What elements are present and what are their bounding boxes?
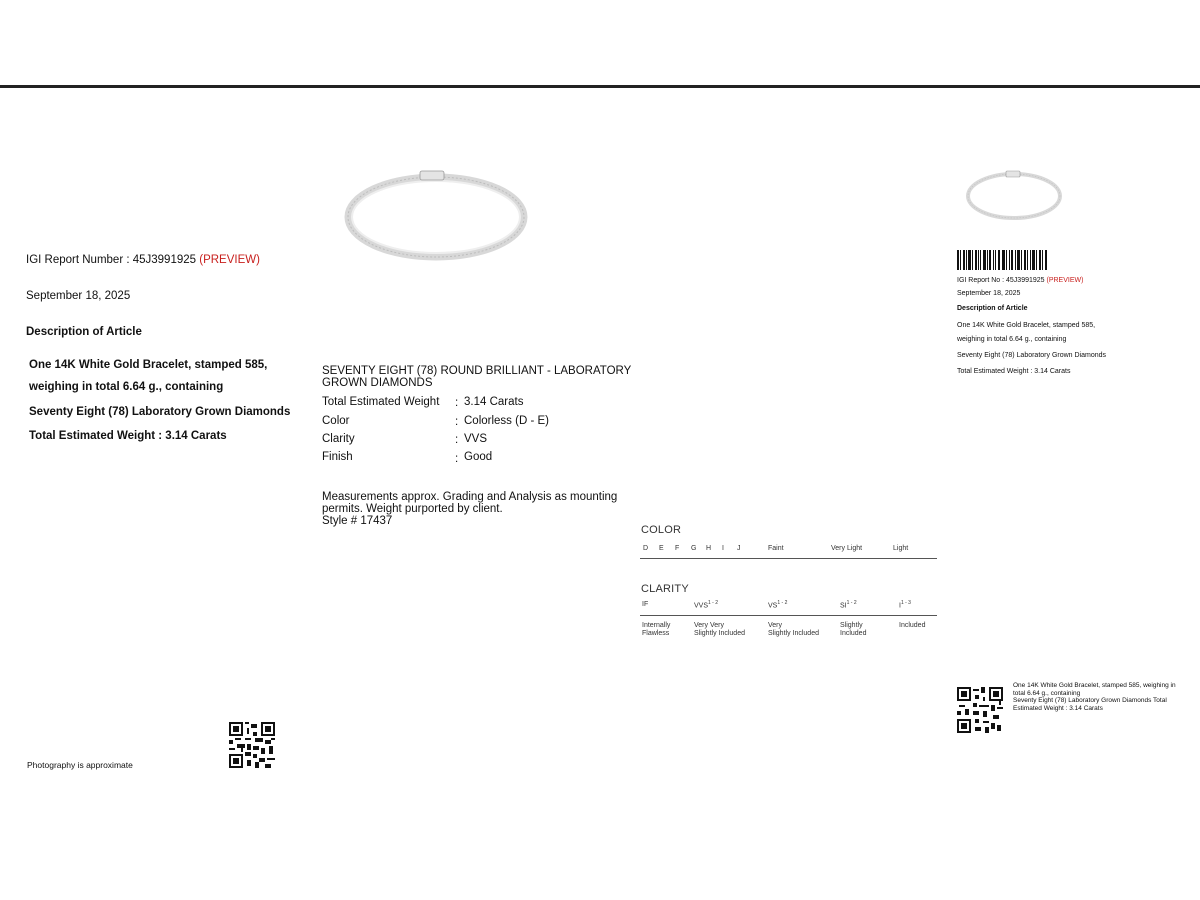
right-description-line: Seventy Eight (78) Laboratory Grown Diamonds	[957, 352, 1107, 359]
bracelet-photo	[338, 162, 538, 272]
color-letter: J	[737, 545, 741, 552]
clarity-grade-sup: 1 - 2	[846, 600, 857, 606]
right-description-line: One 14K White Gold Bracelet, stamped 585,	[957, 322, 1096, 329]
right-preview-label: (PREVIEW)	[1046, 277, 1084, 284]
clarity-grade-sup: 1 - 2	[777, 600, 788, 606]
diamond-title-line: SEVENTY EIGHT (78) ROUND BRILLIANT - LABORATORY	[322, 365, 632, 377]
row-label: Clarity	[322, 433, 355, 445]
clarity-desc-line: Included	[899, 622, 926, 629]
style-number: Style # 17437	[322, 515, 393, 527]
note-line: Measurements approx. Grading and Analysis as mounting	[322, 491, 618, 503]
clarity-grade-label: VVS	[694, 602, 709, 610]
right-description-heading: Description of Article	[957, 305, 1028, 312]
clarity-desc-line: Slightly Included	[768, 630, 819, 637]
row-colon: :	[455, 397, 459, 409]
qr-code-icon	[229, 722, 275, 768]
clarity-desc	[642, 622, 670, 638]
diamond-title-line: GROWN DIAMONDS	[322, 377, 433, 389]
clarity-desc	[694, 622, 745, 638]
color-letter: E	[659, 545, 664, 552]
clarity-desc-line: Very Very	[694, 622, 724, 629]
row-colon: :	[455, 416, 459, 428]
photo-note: Photography is approximate	[27, 760, 133, 770]
top-rule	[0, 85, 1200, 88]
clarity-scale-heading: CLARITY	[641, 583, 689, 595]
clarity-grade	[840, 600, 857, 609]
color-group: Light	[893, 545, 909, 552]
right-report-date: September 18, 2025	[957, 290, 1021, 297]
row-value: Colorless (D - E)	[464, 415, 549, 427]
qr-code	[229, 722, 275, 768]
bracelet-thumbnail	[962, 166, 1066, 226]
description-line: One 14K White Gold Bracelet, stamped 585,	[29, 359, 268, 371]
clarity-grade	[694, 600, 718, 609]
right-report-number-text: IGI Report No : 45J3991925	[957, 277, 1047, 284]
barcode-icon	[957, 250, 1049, 270]
right-description-line: weighing in total 6.64 g., containing	[957, 336, 1067, 343]
measurement-note	[322, 491, 617, 527]
clarity-desc-line: Slightly	[840, 622, 863, 629]
row-value: Good	[464, 451, 493, 463]
clarity-desc-line: Flawless	[642, 630, 670, 637]
row-value: VVS	[464, 433, 488, 445]
clarity-grade-label: I	[899, 602, 901, 610]
clarity-desc-line: Internally	[642, 622, 671, 629]
right-report-number	[957, 277, 1083, 284]
color-group: Faint	[768, 545, 784, 552]
grading-table	[322, 396, 622, 476]
color-letter: D	[643, 545, 649, 552]
barcode	[957, 250, 1049, 270]
qr-code-icon	[957, 687, 1003, 733]
color-letter: G	[691, 545, 697, 552]
clarity-grade	[899, 600, 911, 609]
right-bottom-line: total 6.64 g., containing	[1013, 689, 1081, 697]
clarity-grade-label: VS	[768, 602, 778, 610]
description-heading: Description of Article	[26, 326, 142, 338]
clarity-grade	[768, 600, 787, 609]
color-letter: I	[722, 545, 724, 552]
clarity-desc	[899, 622, 925, 630]
right-bottom-line: Estimated Weight : 3.14 Carats	[1013, 704, 1103, 712]
clarity-grade-sup: 1 - 3	[900, 600, 911, 606]
description-line: Seventy Eight (78) Laboratory Grown Diamonds	[29, 406, 291, 418]
clarity-desc-line: Very	[768, 622, 783, 629]
row-label: Total Estimated Weight	[322, 396, 440, 408]
report-date: September 18, 2025	[26, 290, 131, 302]
row-value: 3.14 Carats	[464, 396, 524, 408]
clarity-desc	[840, 622, 866, 638]
clarity-grade-label: SI	[840, 602, 847, 610]
clarity-grade	[642, 601, 648, 608]
clarity-grade-sup: 1 - 2	[708, 600, 719, 606]
report-number-text: IGI Report Number : 45J3991925	[26, 254, 200, 266]
right-qr-code	[957, 687, 1003, 733]
clarity-desc	[768, 622, 819, 638]
clarity-desc-line: Included	[840, 630, 867, 637]
row-label: Finish	[322, 451, 353, 463]
color-letter: H	[706, 545, 712, 552]
right-description-line: Total Estimated Weight : 3.14 Carats	[957, 368, 1071, 375]
clarity-scale-rule	[640, 615, 937, 616]
report-number	[26, 254, 260, 266]
color-scale-heading: COLOR	[641, 524, 682, 536]
note-line: permits. Weight purported by client.	[322, 503, 503, 515]
preview-label: (PREVIEW)	[199, 254, 260, 266]
row-label: Color	[322, 415, 350, 427]
clarity-desc-line: Slightly Included	[694, 630, 745, 637]
color-scale-rule	[640, 558, 937, 559]
clarity-grade-label: IF	[642, 601, 649, 608]
description-line: weighing in total 6.64 g., containing	[29, 381, 224, 393]
description-line: Total Estimated Weight : 3.14 Carats	[29, 430, 227, 442]
color-group: Very Light	[831, 545, 863, 552]
row-colon: :	[455, 453, 459, 465]
right-bottom-line: One 14K White Gold Bracelet, stamped 585, weighing in	[1013, 682, 1176, 689]
right-bottom-description	[1013, 682, 1176, 712]
row-colon: :	[455, 434, 459, 446]
color-letter: F	[675, 545, 680, 552]
right-bottom-line: Seventy Eight (78) Laboratory Grown Diamonds Total	[1013, 697, 1167, 704]
diamond-title	[322, 365, 631, 389]
